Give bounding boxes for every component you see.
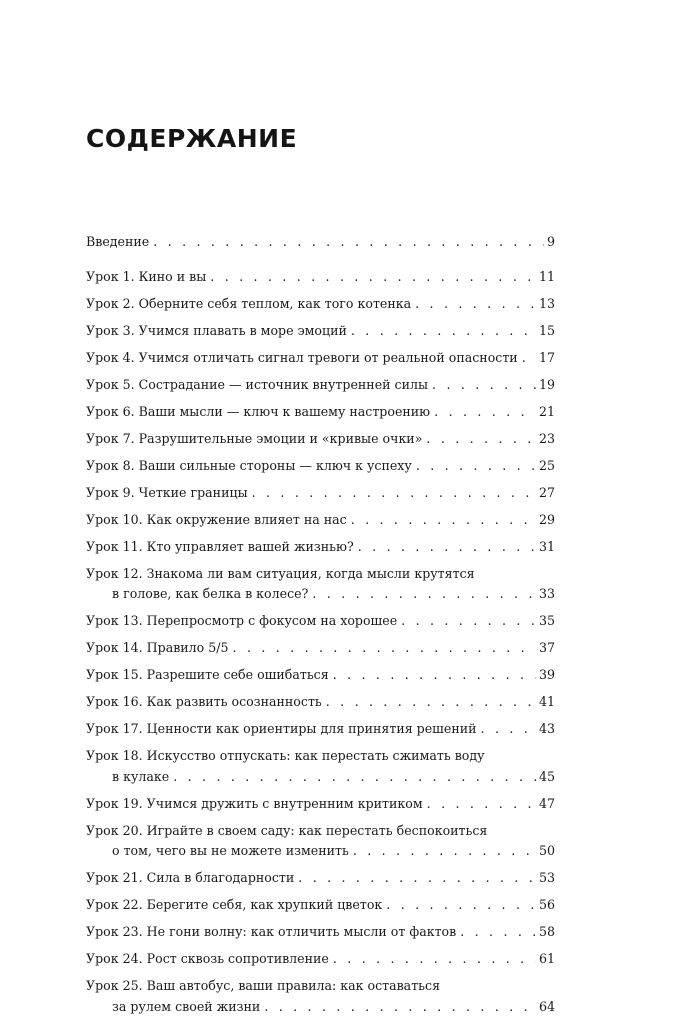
toc-entry-line-last bbox=[86, 402, 555, 423]
toc-page-number: 50 bbox=[538, 843, 555, 858]
toc-page-number: 31 bbox=[538, 538, 555, 554]
toc-entry-line-last bbox=[86, 638, 555, 659]
toc-page-number: 17 bbox=[538, 349, 555, 365]
toc-entry bbox=[86, 456, 555, 477]
toc-entry-title: Урок 10. Как окружение влияет на нас bbox=[86, 511, 347, 527]
toc-entry-title: Урок 18. Искусство отпускать: как перестать сжимать воду bbox=[86, 748, 485, 763]
dot-leader bbox=[415, 294, 536, 315]
toc-entry-title: Урок 14. Правило 5/5 bbox=[86, 640, 229, 655]
toc-page-number: 61 bbox=[538, 951, 555, 966]
dot-leader bbox=[298, 868, 536, 889]
toc-entry-line-last bbox=[86, 375, 555, 396]
toc-entry bbox=[86, 510, 555, 531]
toc-entry bbox=[86, 375, 555, 396]
toc-entry-line-last bbox=[86, 868, 555, 889]
toc-entry bbox=[86, 665, 555, 686]
toc-page-number: 23 bbox=[538, 430, 555, 446]
toc-entry bbox=[86, 267, 555, 288]
toc-entry bbox=[86, 483, 555, 504]
toc-entry-title: Урок 16. Как развить осознанность bbox=[86, 694, 322, 709]
toc-entry-line-last bbox=[86, 692, 555, 713]
toc-page-number: 43 bbox=[538, 721, 555, 736]
toc-entry bbox=[86, 746, 555, 787]
toc-entry bbox=[86, 348, 555, 369]
dot-leader bbox=[481, 719, 536, 740]
dot-leader bbox=[153, 232, 544, 253]
toc-entry-title: Урок 24. Рост сквозь сопротивление bbox=[86, 951, 329, 966]
dot-leader bbox=[522, 348, 536, 369]
toc-entry-title: Урок 4. Учимся отличать сигнал тревоги от реальной опасности bbox=[86, 349, 518, 365]
toc-entry bbox=[86, 611, 555, 632]
toc-page-number: 35 bbox=[538, 613, 555, 628]
toc-page-number: 56 bbox=[538, 897, 555, 912]
table-of-contents bbox=[86, 232, 555, 1024]
toc-page-number: 53 bbox=[538, 870, 555, 885]
toc-entry-title: Урок 19. Учимся дружить с внутренним критиком bbox=[86, 795, 423, 811]
toc-entry-line-last bbox=[86, 456, 555, 477]
toc-entry bbox=[86, 895, 555, 916]
toc-page-number: 21 bbox=[538, 403, 555, 419]
toc-entry-title: Урок 17. Ценности как ориентиры для принятия решений bbox=[86, 721, 477, 736]
toc-entry-line-last bbox=[86, 429, 555, 450]
toc-entry-title: о том, чего вы не можете изменить bbox=[112, 843, 349, 858]
toc-page-number: 41 bbox=[538, 694, 555, 709]
toc-entry-title: Урок 23. Не гони волну: как отличить мысли от фактов bbox=[86, 924, 457, 939]
toc-entry bbox=[86, 638, 555, 659]
toc-entry-line-last bbox=[86, 510, 555, 531]
toc-entry bbox=[86, 294, 555, 315]
dot-leader bbox=[434, 402, 536, 423]
dot-leader bbox=[326, 692, 536, 713]
toc-entry-line-last bbox=[86, 483, 555, 504]
toc-entry-line-last bbox=[86, 665, 555, 686]
dot-leader bbox=[333, 665, 536, 686]
toc-entry-title: в кулаке bbox=[112, 768, 170, 784]
toc-entry-line-last bbox=[86, 348, 555, 369]
toc-entry-title: Урок 22. Берегите себя, как хрупкий цветок bbox=[86, 897, 383, 912]
toc-entry-line-last bbox=[86, 841, 555, 862]
toc-entry-line bbox=[86, 976, 555, 997]
toc-entry-line-last bbox=[86, 584, 555, 605]
toc-entry bbox=[86, 692, 555, 713]
toc-entry-line-last bbox=[86, 321, 555, 342]
toc-entry bbox=[86, 922, 555, 943]
toc-page-number: 64 bbox=[538, 998, 555, 1014]
toc-page-number: 58 bbox=[538, 924, 555, 939]
toc-entry-title: Урок 12. Знакома ли вам ситуация, когда мысли крутятся bbox=[86, 565, 475, 581]
toc-entry-title: Урок 9. Четкие границы bbox=[86, 484, 248, 500]
toc-entry bbox=[86, 232, 555, 253]
toc-page-number: 29 bbox=[538, 511, 555, 527]
toc-entry bbox=[86, 794, 555, 815]
toc-entry-line bbox=[86, 821, 555, 842]
toc-page-number: 27 bbox=[538, 484, 555, 500]
toc-entry-line-last bbox=[86, 232, 555, 253]
dot-leader bbox=[460, 922, 536, 943]
dot-leader bbox=[353, 841, 536, 862]
dot-leader bbox=[252, 483, 536, 504]
toc-entry-title: Урок 20. Играйте в своем саду: как перестать беспокоиться bbox=[86, 822, 488, 838]
toc-page-number: 47 bbox=[538, 795, 555, 811]
toc-entry-line-last bbox=[86, 294, 555, 315]
toc-entry-title: Урок 21. Сила в благодарности bbox=[86, 870, 295, 885]
toc-entry-title: Урок 13. Перепросмотр с фокусом на хорошее bbox=[86, 613, 398, 628]
toc-entry-line-last bbox=[86, 611, 555, 632]
dot-leader bbox=[358, 537, 536, 558]
toc-entry-line-last bbox=[86, 949, 555, 970]
toc-page-number: 45 bbox=[538, 768, 555, 784]
dot-leader bbox=[351, 510, 536, 531]
toc-entry-line-last bbox=[86, 267, 555, 288]
toc-entry bbox=[86, 321, 555, 342]
dot-leader bbox=[386, 895, 536, 916]
toc-entry bbox=[86, 949, 555, 970]
toc-entry-title: в голове, как белка в колесе? bbox=[112, 586, 309, 601]
toc-page-number: 13 bbox=[538, 295, 555, 311]
toc-entry-title: Урок 1. Кино и вы bbox=[86, 268, 207, 284]
toc-entry-title: Урок 3. Учимся плавать в море эмоций bbox=[86, 322, 347, 338]
dot-leader bbox=[351, 321, 536, 342]
toc-entry bbox=[86, 868, 555, 889]
dot-leader bbox=[427, 794, 536, 815]
toc-page-number: 15 bbox=[538, 322, 555, 338]
dot-leader bbox=[416, 456, 536, 477]
toc-page-number: 25 bbox=[538, 457, 555, 473]
toc-entry-title: Урок 6. Ваши мысли — ключ к вашему настроению bbox=[86, 403, 431, 419]
dot-leader bbox=[401, 611, 536, 632]
dot-leader bbox=[426, 429, 536, 450]
toc-entry-line-last bbox=[86, 895, 555, 916]
toc-entry-title: за рулем своей жизни bbox=[112, 998, 261, 1014]
dot-leader bbox=[233, 638, 536, 659]
toc-entry-line-last bbox=[86, 922, 555, 943]
toc-entry-title: Введение bbox=[86, 234, 150, 249]
toc-entry-line-last bbox=[86, 537, 555, 558]
toc-entry-title: Урок 5. Сострадание — источник внутренней силы bbox=[86, 376, 429, 392]
toc-page-number: 39 bbox=[538, 667, 555, 682]
toc-entry bbox=[86, 719, 555, 740]
toc-page-number: 9 bbox=[546, 234, 555, 249]
toc-entry-line-last bbox=[86, 794, 555, 815]
toc-entry bbox=[86, 429, 555, 450]
toc-entry bbox=[86, 537, 555, 558]
page-title: СОДЕРЖАНИЕ bbox=[86, 124, 298, 153]
toc-entry-title: Урок 2. Оберните себя теплом, как того котенка bbox=[86, 295, 412, 311]
toc-entry bbox=[86, 821, 555, 862]
toc-page-number: 11 bbox=[538, 268, 555, 284]
toc-page-number: 33 bbox=[538, 586, 555, 601]
toc-entry-line-last bbox=[86, 767, 555, 788]
toc-entry-title: Урок 7. Разрушительные эмоции и «кривые очки» bbox=[86, 430, 423, 446]
toc-entry-line bbox=[86, 746, 555, 767]
toc-page-number: 37 bbox=[538, 640, 555, 655]
toc-entry-line-last bbox=[86, 719, 555, 740]
dot-leader bbox=[333, 949, 536, 970]
toc-entry bbox=[86, 402, 555, 423]
toc-entry-title: Урок 15. Разрешите себе ошибаться bbox=[86, 667, 329, 682]
dot-leader bbox=[312, 584, 536, 605]
toc-entry-title: Урок 11. Кто управляет вашей жизнью? bbox=[86, 538, 354, 554]
toc-entry-line bbox=[86, 564, 555, 585]
toc-entry bbox=[86, 976, 555, 1017]
toc-entry-title: Урок 8. Ваши сильные стороны — ключ к успеху bbox=[86, 457, 412, 473]
toc-page-number: 19 bbox=[538, 376, 555, 392]
dot-leader bbox=[210, 267, 536, 288]
toc-entry bbox=[86, 564, 555, 605]
dot-leader bbox=[173, 767, 536, 788]
toc-entry-title: Урок 25. Ваш автобус, ваши правила: как оставаться bbox=[86, 978, 441, 993]
dot-leader bbox=[432, 375, 536, 396]
